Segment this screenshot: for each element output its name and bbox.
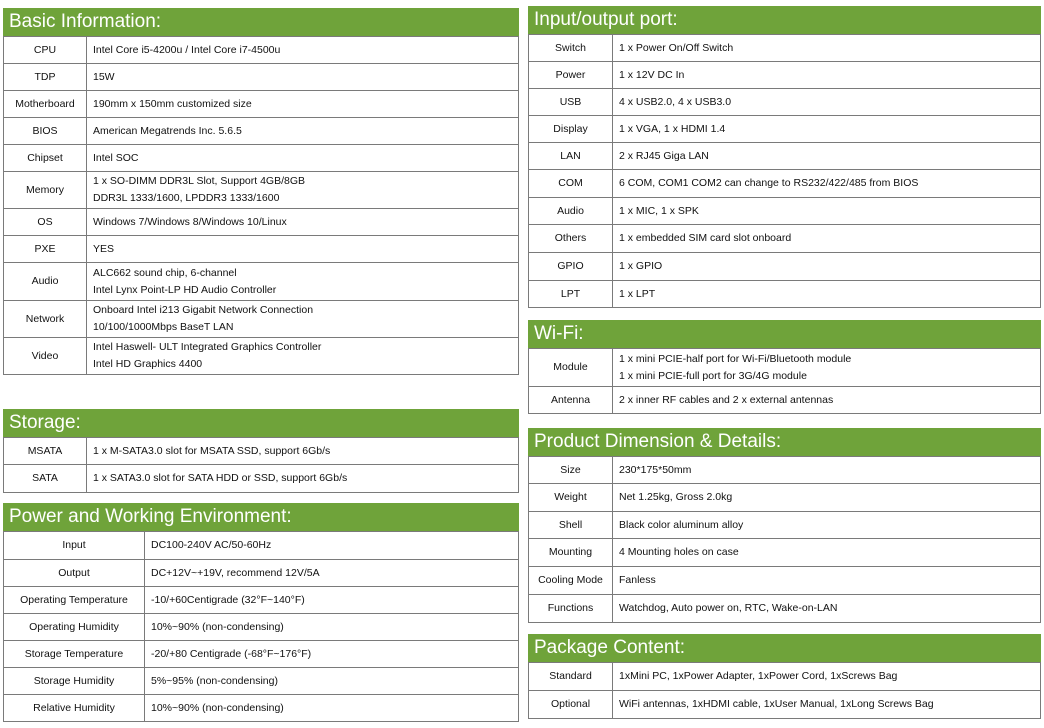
spec-label: Output (4, 560, 145, 587)
spec-value-line: Intel Core i5-4200u / Intel Core i7-4500u (93, 43, 281, 56)
spec-row (529, 691, 1041, 719)
spec-row (4, 145, 519, 172)
spec-value-line: ALC662 sound chip, 6-channel (93, 266, 237, 279)
spec-row (4, 668, 519, 695)
spec-table (528, 348, 1041, 414)
spec-value-line: -20/+80 Centigrade (-68°F~176°F) (151, 647, 312, 660)
spec-label: Weight (529, 484, 613, 512)
spec-value-line: 1 x M-SATA3.0 slot for MSATA SSD, support 6Gb/s (93, 444, 331, 457)
spec-table (528, 662, 1041, 719)
spec-value-line: Intel Haswell- ULT Integrated Graphics Controller (93, 341, 322, 353)
spec-value-line: 1 x 12V DC In (619, 68, 685, 81)
spec-row (529, 663, 1041, 691)
spec-row (529, 116, 1041, 143)
spec-value (145, 587, 519, 614)
spec-value-line: 1 x LPT (619, 287, 656, 300)
spec-row (4, 438, 519, 465)
spec-value (613, 595, 1041, 623)
spec-value-line: 1 x mini PCIE-full port for 3G/4G module (619, 369, 807, 382)
spec-label: PXE (4, 236, 87, 263)
spec-row (4, 64, 519, 91)
spec-value (145, 560, 519, 587)
spec-row (4, 209, 519, 236)
spec-label: Chipset (4, 145, 87, 172)
spec-value-line: Onboard Intel i213 Gigabit Network Connection (93, 304, 314, 316)
spec-row (529, 281, 1041, 308)
spec-label: Shell (529, 512, 613, 539)
spec-label: Storage Humidity (4, 668, 145, 695)
spec-row (4, 263, 519, 301)
spec-label: TDP (4, 64, 87, 91)
spec-value (145, 695, 519, 722)
spec-label: Antenna (529, 387, 613, 414)
spec-value (87, 338, 519, 375)
spec-label: Audio (529, 198, 613, 225)
spec-label: GPIO (529, 253, 613, 281)
spec-value-line: 10/100/1000Mbps BaseT LAN (93, 321, 234, 333)
spec-row (4, 172, 519, 209)
spec-row (529, 143, 1041, 170)
spec-label: Motherboard (4, 91, 87, 118)
spec-row (529, 89, 1041, 116)
spec-value (87, 465, 519, 493)
spec-value-line: WiFi antennas, 1xHDMI cable, 1xUser Manual, 1xLong Screws Bag (619, 698, 934, 710)
spec-label: Power (529, 62, 613, 89)
spec-value (145, 614, 519, 641)
spec-value (145, 532, 519, 560)
spec-label: LAN (529, 143, 613, 170)
spec-label: Size (529, 457, 613, 484)
spec-value (145, 641, 519, 668)
spec-row (529, 539, 1041, 567)
spec-value-line: 4 x USB2.0, 4 x USB3.0 (619, 95, 732, 108)
section-title: Wi-Fi: (528, 320, 1041, 348)
spec-label: Cooling Mode (529, 567, 613, 595)
spec-value-line: 10%~90% (non-condensing) (151, 701, 284, 714)
spec-label: CPU (4, 37, 87, 64)
spec-value-line: Net 1.25kg, Gross 2.0kg (619, 491, 733, 503)
spec-label: Display (529, 116, 613, 143)
spec-label: Network (4, 301, 87, 338)
spec-value (87, 263, 519, 301)
section-title: Input/output port: (528, 6, 1041, 34)
spec-value (613, 143, 1041, 170)
spec-value-line: DDR3L 1333/1600, LPDDR3 1333/1600 (93, 192, 280, 204)
spec-label: Functions (529, 595, 613, 623)
spec-value (613, 567, 1041, 595)
spec-value (87, 145, 519, 172)
spec-row (529, 484, 1041, 512)
spec-value (87, 172, 519, 209)
spec-row (4, 465, 519, 493)
spec-value (613, 62, 1041, 89)
spec-value-line: 1 x Power On/Off Switch (619, 41, 734, 54)
spec-row (529, 512, 1041, 539)
spec-value (87, 438, 519, 465)
spec-value-line: Intel SOC (93, 151, 139, 164)
spec-row (529, 349, 1041, 387)
spec-value-line: 1 x MIC, 1 x SPK (619, 204, 699, 217)
spec-value-line: 4 Mounting holes on case (619, 546, 739, 558)
spec-value (613, 387, 1041, 414)
spec-label: COM (529, 170, 613, 198)
spec-value-line: 15W (93, 70, 115, 83)
spec-label: Audio (4, 263, 87, 301)
spec-row (4, 338, 519, 375)
spec-value (613, 35, 1041, 62)
spec-value-line: 190mm x 150mm customized size (93, 97, 252, 110)
spec-value (613, 253, 1041, 281)
spec-row (529, 170, 1041, 198)
spec-value (613, 512, 1041, 539)
spec-label: Module (529, 349, 613, 387)
spec-value-line: American Megatrends Inc. 5.6.5 (93, 124, 242, 137)
spec-row (529, 62, 1041, 89)
wifi-section (528, 320, 1041, 414)
spec-value-line: Watchdog, Auto power on, RTC, Wake-on-LAN (619, 602, 838, 614)
spec-value-line: 1 x GPIO (619, 260, 663, 272)
spec-table (528, 456, 1041, 623)
spec-value (613, 539, 1041, 567)
spec-row (4, 560, 519, 587)
spec-value-line: 6 COM, COM1 COM2 can change to RS232/422/485 from BIOS (619, 177, 919, 189)
spec-value (613, 457, 1041, 484)
spec-row (4, 301, 519, 338)
spec-value (87, 118, 519, 145)
spec-row (4, 587, 519, 614)
spec-value-line: Intel HD Graphics 4400 (93, 358, 203, 370)
spec-value-line: 1 x mini PCIE-half port for Wi-Fi/Bluetooth module (619, 352, 852, 365)
storage-section (3, 409, 519, 493)
spec-row (4, 118, 519, 145)
spec-value (145, 668, 519, 695)
spec-label: Operating Temperature (4, 587, 145, 614)
spec-value (613, 663, 1041, 691)
spec-table (528, 34, 1041, 308)
spec-value (613, 225, 1041, 253)
spec-value-line: DC100-240V AC/50-60Hz (151, 539, 272, 551)
spec-value (613, 281, 1041, 308)
spec-table (3, 437, 519, 493)
spec-value-line: Intel Lynx Point-LP HD Audio Controller (93, 283, 277, 296)
spec-value-line: Windows 7/Windows 8/Windows 10/Linux (93, 215, 287, 228)
spec-value (87, 91, 519, 118)
spec-value (87, 64, 519, 91)
spec-value (87, 209, 519, 236)
spec-row (4, 91, 519, 118)
spec-value (613, 89, 1041, 116)
spec-row (4, 236, 519, 263)
spec-row (529, 253, 1041, 281)
spec-value-line: 10%~90% (non-condensing) (151, 620, 284, 633)
spec-row (529, 567, 1041, 595)
spec-value (87, 301, 519, 338)
spec-label: Operating Humidity (4, 614, 145, 641)
spec-value (613, 349, 1041, 387)
spec-label: Standard (529, 663, 613, 691)
spec-row (529, 35, 1041, 62)
spec-value (613, 170, 1041, 198)
section-title: Product Dimension & Details: (528, 428, 1041, 456)
spec-label: USB (529, 89, 613, 116)
spec-row (4, 695, 519, 722)
spec-label: Mounting (529, 539, 613, 567)
spec-value-line: -10/+60Centigrade (32°F~140°F) (151, 593, 305, 606)
input-output-section (528, 6, 1041, 308)
spec-value (87, 37, 519, 64)
spec-table (3, 36, 519, 375)
spec-row (4, 37, 519, 64)
spec-value-line: 2 x inner RF cables and 2 x external antennas (619, 393, 834, 406)
spec-row (4, 641, 519, 668)
spec-value (613, 116, 1041, 143)
basic-information-section (3, 8, 519, 375)
spec-label: Switch (529, 35, 613, 62)
spec-label: Relative Humidity (4, 695, 145, 722)
spec-value-line: Fanless (619, 574, 656, 586)
package-content-section (528, 634, 1041, 719)
spec-label: LPT (529, 281, 613, 308)
section-title: Package Content: (528, 634, 1041, 662)
spec-value-line: 1 x SATA3.0 slot for SATA HDD or SSD, support 6Gb/s (93, 472, 348, 484)
spec-label: SATA (4, 465, 87, 493)
spec-row (4, 532, 519, 560)
spec-table (3, 531, 519, 722)
spec-label: Memory (4, 172, 87, 209)
spec-value-line: 5%~95% (non-condensing) (151, 674, 278, 687)
spec-value-line: 1 x VGA, 1 x HDMI 1.4 (619, 122, 726, 135)
spec-value-line: 1 x SO-DIMM DDR3L Slot, Support 4GB/8GB (93, 175, 306, 187)
product-dimension-section (528, 428, 1041, 623)
spec-label: OS (4, 209, 87, 236)
spec-row (529, 457, 1041, 484)
spec-label: Video (4, 338, 87, 375)
spec-value-line: 2 x RJ45 Giga LAN (619, 149, 709, 162)
spec-value-line: 230*175*50mm (619, 463, 692, 476)
section-title: Storage: (3, 409, 519, 437)
spec-label: Storage Temperature (4, 641, 145, 668)
spec-value-line: 1xMini PC, 1xPower Adapter, 1xPower Cord, 1xScrews Bag (619, 670, 898, 682)
section-title: Power and Working Environment: (3, 503, 519, 531)
spec-label: MSATA (4, 438, 87, 465)
spec-label: Others (529, 225, 613, 253)
spec-row (529, 198, 1041, 225)
spec-value (613, 484, 1041, 512)
spec-value (613, 691, 1041, 719)
spec-row (529, 595, 1041, 623)
spec-value (87, 236, 519, 263)
spec-row (529, 387, 1041, 414)
spec-value-line: Black color aluminum alloy (619, 518, 744, 531)
spec-label: Input (4, 532, 145, 560)
power-section (3, 503, 519, 722)
spec-row (4, 614, 519, 641)
spec-value-line: DC+12V~+19V, recommend 12V/5A (151, 566, 320, 579)
spec-value-line: YES (93, 242, 115, 255)
spec-value (613, 198, 1041, 225)
section-title: Basic Information: (3, 8, 519, 36)
spec-label: BIOS (4, 118, 87, 145)
spec-label: Optional (529, 691, 613, 719)
spec-value-line: 1 x embedded SIM card slot onboard (619, 232, 792, 244)
spec-row (529, 225, 1041, 253)
